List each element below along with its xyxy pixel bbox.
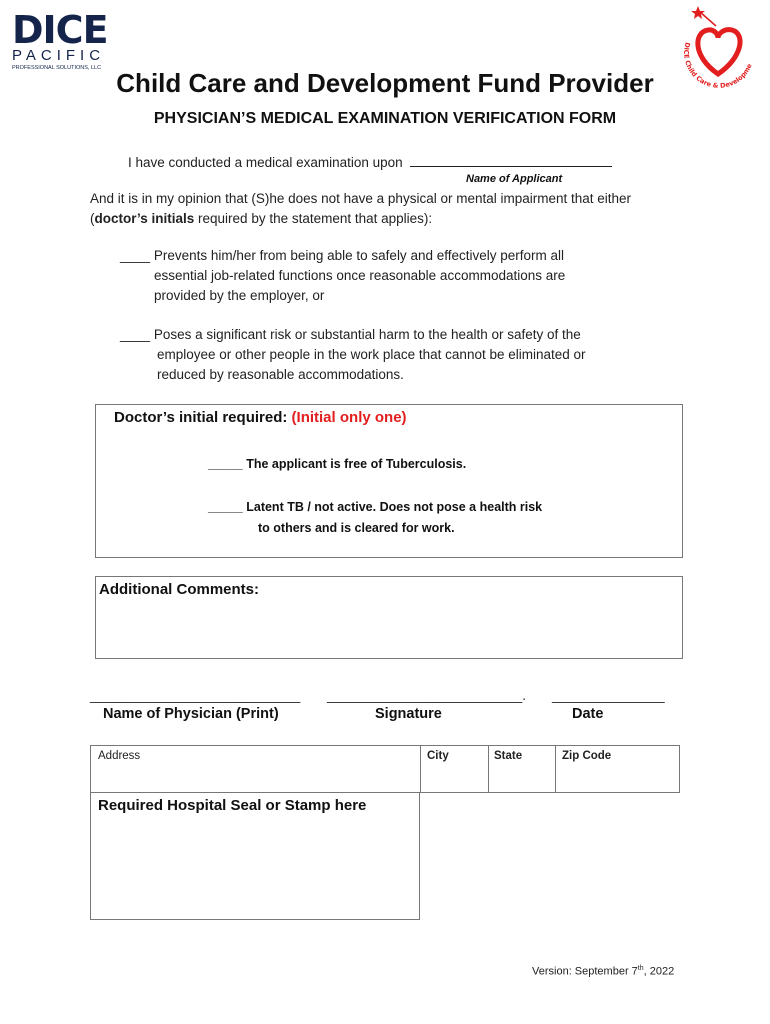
address-table [90,745,680,793]
version-prefix: Version: September 7 [532,965,638,978]
option-1-initial-field[interactable]: ____ [120,248,151,263]
intro-line [128,152,612,173]
date-field[interactable]: _______________ [552,688,665,703]
tb-box-title [114,409,407,426]
opinion-line-1: And it is in my opinion that (S)he does not have a physical or mental impairment that either [90,191,632,206]
address-cell[interactable] [91,746,421,792]
page-title: Child Care and Development Fund Provider [116,68,654,98]
dice-logo-word: DICE [12,8,108,52]
form-subtitle: PHYSICIAN’S MEDICAL EXAMINATION VERIFICATION FORM [153,110,617,127]
state-cell[interactable] [488,746,556,792]
option-1-line-2: essential job-related functions once reasonable accommodations are [154,268,566,283]
option-2 [120,325,586,385]
option-2-initial-field[interactable]: ____ [120,327,151,342]
option-2-line-1: Poses a significant risk or substantial harm to the health or safety of the [153,327,581,342]
tb-initial-box [95,404,683,558]
seal-title: Required Hospital Seal or Stamp here [98,797,367,814]
date-label: Date [572,706,604,722]
state-label: State [494,750,523,762]
city-label: City [427,750,449,762]
version-suffix: , 2022 [643,965,675,978]
version-note [532,965,674,978]
option-2-line-3: reduced by reasonable accommodations. [157,367,404,382]
additional-comments-box[interactable] [95,576,683,659]
version-sup: th [637,965,644,972]
tb-option-free[interactable]: _____ The applicant is free of Tuberculosis. [208,457,467,471]
tb-option-latent-line-2: to others and is cleared for work. [258,521,455,535]
opinion-line-2 [90,209,432,229]
zip-label: Zip Code [562,750,612,762]
applicant-caption: Name of Applicant [466,173,563,185]
option-1-line-1: Prevents him/her from being able to safely and effectively perform all [153,248,565,263]
opinion-bold: doctor’s initials [94,211,195,226]
tb-option-latent[interactable] [208,497,542,539]
additional-comments-title: Additional Comments: [99,581,259,598]
physician-print-label: Name of Physician (Print) [103,706,279,722]
tb-option-latent-line-1: _____ Latent TB / not active. Does not pose a health risk [208,500,543,514]
signature-label: Signature [375,706,442,722]
seal-box [90,792,420,920]
dice-logo-pacific: PACIFIC [12,47,106,64]
opinion-rest: required by the statement that applies): [194,211,433,226]
opinion-open-paren: ( [90,211,95,226]
address-label: Address [98,750,141,762]
signature-field[interactable]: __________________________. [327,688,526,703]
physician-print-field[interactable]: ____________________________ [90,688,301,703]
city-cell[interactable] [420,746,489,792]
dice-pacific-logo [10,10,115,72]
applicant-name-field[interactable] [410,152,612,167]
option-2-line-2: employee or other people in the work place that cannot be eliminated or [157,347,586,362]
dice-logo-subtitle: PROFESSIONAL SOLUTIONS, LLC [12,65,102,71]
tb-box-title-note: (Initial only one) [291,409,407,426]
tb-box-title-text: Doctor’s initial required: [114,409,292,426]
option-1 [120,246,565,306]
ccdf-logo-text: DICE Child Care & Developme [682,41,754,90]
option-1-line-3: provided by the employer, or [154,288,325,303]
zip-cell[interactable] [555,746,679,792]
intro-text: I have conducted a medical examination upon [128,155,403,170]
